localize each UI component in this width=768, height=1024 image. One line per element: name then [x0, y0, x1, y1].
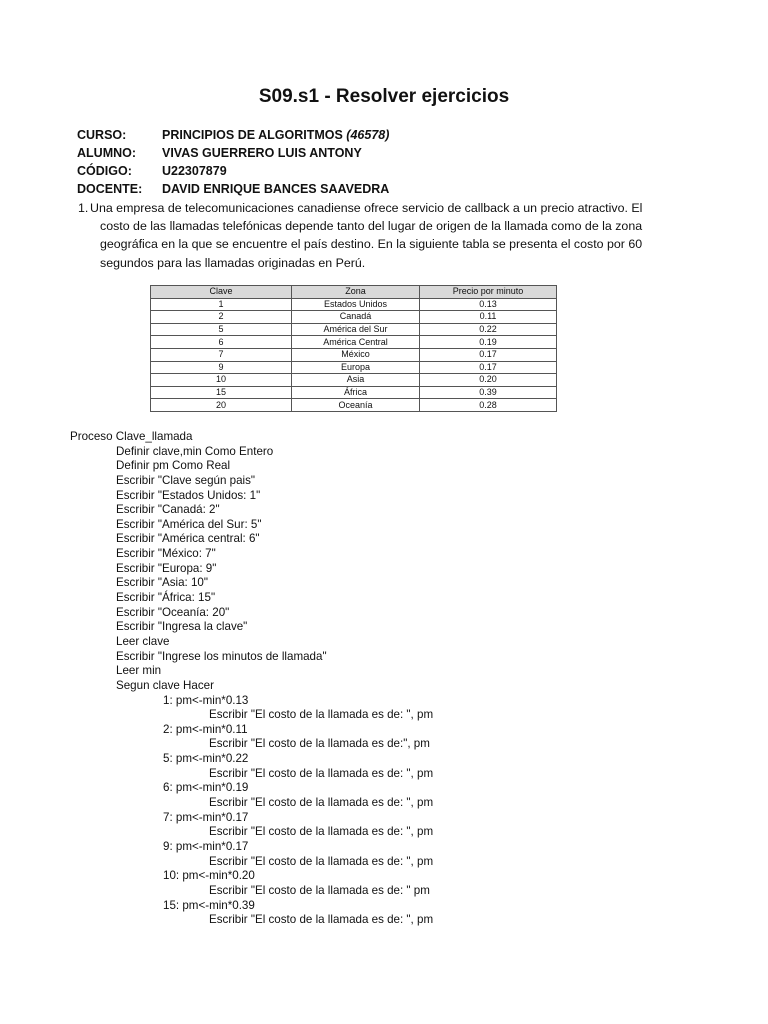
table-row	[151, 336, 557, 349]
info-row-docente	[77, 180, 389, 198]
info-label: DOCENTE:	[77, 182, 143, 196]
price-table	[150, 285, 557, 412]
table-header-row	[151, 286, 557, 299]
info-value: U22307879	[162, 164, 227, 178]
code-line: Escribir "México: 7"	[116, 547, 216, 561]
table-cell: 0.11	[420, 311, 557, 324]
code-line: Definir pm Como Real	[116, 459, 231, 473]
code-line: Escribir "Asia: 10"	[116, 576, 208, 590]
table-cell: Estados Unidos	[292, 298, 420, 311]
table-cell: 5	[151, 323, 292, 336]
code-line: Escribir "América del Sur: 5"	[116, 517, 262, 531]
code-line: 5: pm<-min*0.22	[163, 752, 249, 766]
table-row	[151, 361, 557, 374]
table-cell: 0.22	[420, 323, 557, 336]
table-cell: 1	[151, 298, 292, 311]
code-line: Escribir "Canadá: 2"	[116, 503, 220, 517]
code-line: 7: pm<-min*0.17	[163, 810, 249, 824]
column-header: Precio por minuto	[420, 286, 557, 299]
question-line: Una empresa de telecomunicaciones canadiense ofrece servicio de callback a un precio atractivo. El	[90, 201, 643, 215]
code-line: Escribir "Oceanía: 20"	[116, 605, 230, 619]
pseudocode-block	[70, 430, 433, 928]
course-code: (46578)	[346, 128, 390, 142]
table-cell: 0.17	[420, 361, 557, 374]
table-cell: Oceanía	[292, 399, 420, 412]
code-line: Escribir "África: 15"	[116, 591, 216, 605]
question-number: 1.	[78, 201, 89, 215]
table-cell: 15	[151, 386, 292, 399]
question-1	[78, 199, 678, 272]
code-line: Escribir "El costo de la llamada es de: ", pm	[209, 708, 434, 722]
info-label: ALUMNO:	[77, 146, 137, 160]
table-row	[151, 374, 557, 387]
code-line: Escribir "El costo de la llamada es de: " pm	[209, 883, 430, 897]
code-line: 2: pm<-min*0.11	[163, 722, 248, 736]
column-header: Zona	[292, 286, 420, 299]
info-label: CURSO:	[77, 128, 127, 142]
code-line: 10: pm<-min*0.20	[163, 869, 255, 883]
table-cell: 10	[151, 374, 292, 387]
table-cell: 9	[151, 361, 292, 374]
code-line: Proceso Clave_llamada	[70, 430, 193, 443]
code-line: Leer min	[116, 664, 162, 678]
column-header: Clave	[151, 286, 292, 299]
code-line: Escribir "Ingresa la clave"	[116, 620, 248, 634]
table-row	[151, 298, 557, 311]
table-cell: Asia	[292, 374, 420, 387]
table-row	[151, 399, 557, 412]
table-cell: 0.28	[420, 399, 557, 412]
question-line: segundos para las llamadas originadas en Perú.	[100, 255, 366, 270]
table-cell: 0.39	[420, 386, 557, 399]
code-line: Escribir "El costo de la llamada es de:", pm	[209, 737, 430, 751]
code-line: Escribir "El costo de la llamada es de: ", pm	[209, 796, 434, 810]
info-label: CÓDIGO:	[77, 164, 132, 178]
code-line: 9: pm<-min*0.17	[163, 839, 249, 853]
table-cell: 2	[151, 311, 292, 324]
table-cell: América Central	[292, 336, 420, 349]
page-title: S09.s1 - Resolver ejercicios	[258, 86, 510, 107]
code-line: Escribir "Clave según pais"	[116, 473, 256, 487]
code-line: Escribir "El costo de la llamada es de: ", pm	[209, 913, 434, 927]
code-line: Escribir "Estados Unidos: 1"	[116, 488, 261, 502]
info-row-curso	[77, 126, 389, 144]
question-line: costo de las llamadas telefónicas depende tanto del lugar de origen de la llamada como de la zona	[100, 219, 643, 234]
table-cell: Europa	[292, 361, 420, 374]
table-body	[151, 298, 557, 411]
info-value: DAVID ENRIQUE BANCES SAAVEDRA	[162, 182, 390, 196]
code-line: 15: pm<-min*0.39	[163, 898, 255, 912]
code-line: Escribir "El costo de la llamada es de: ", pm	[209, 854, 434, 868]
table-cell: África	[292, 386, 420, 399]
table-cell: 0.19	[420, 336, 557, 349]
code-line: Definir clave,min Como Entero	[116, 444, 274, 458]
code-line: Leer clave	[116, 634, 170, 648]
info-value: PRINCIPIOS DE ALGORITMOS	[162, 128, 343, 142]
table-cell: 6	[151, 336, 292, 349]
code-line: Escribir "América central: 6"	[116, 532, 260, 546]
header-info	[77, 126, 389, 198]
code-line: 6: pm<-min*0.19	[163, 781, 249, 795]
table-cell: 20	[151, 399, 292, 412]
table-cell: 0.20	[420, 374, 557, 387]
table-cell: 7	[151, 348, 292, 361]
info-row-alumno	[77, 144, 389, 162]
table-row	[151, 348, 557, 361]
code-line: Escribir "Europa: 9"	[116, 561, 217, 575]
code-line: 1: pm<-min*0.13	[163, 693, 249, 707]
code-line: Escribir "El costo de la llamada es de: ", pm	[209, 825, 434, 839]
info-row-codigo	[77, 162, 389, 180]
info-value: VIVAS GUERRERO LUIS ANTONY	[162, 146, 362, 160]
code-line: Escribir "El costo de la llamada es de: ", pm	[209, 766, 434, 780]
table-cell: México	[292, 348, 420, 361]
table-cell: Canadá	[292, 311, 420, 324]
code-line: Segun clave Hacer	[116, 678, 214, 692]
table-cell: 0.17	[420, 348, 557, 361]
table-cell: 0.13	[420, 298, 557, 311]
table-row	[151, 311, 557, 324]
code-line: Escribir "Ingrese los minutos de llamada"	[116, 649, 327, 663]
table-cell: América del Sur	[292, 323, 420, 336]
table-row	[151, 323, 557, 336]
table-row	[151, 386, 557, 399]
question-line: geográfica en la que se encuentre el país destino. En la siguiente tabla se presenta el costo por 60	[100, 237, 643, 252]
question-text	[90, 199, 678, 272]
